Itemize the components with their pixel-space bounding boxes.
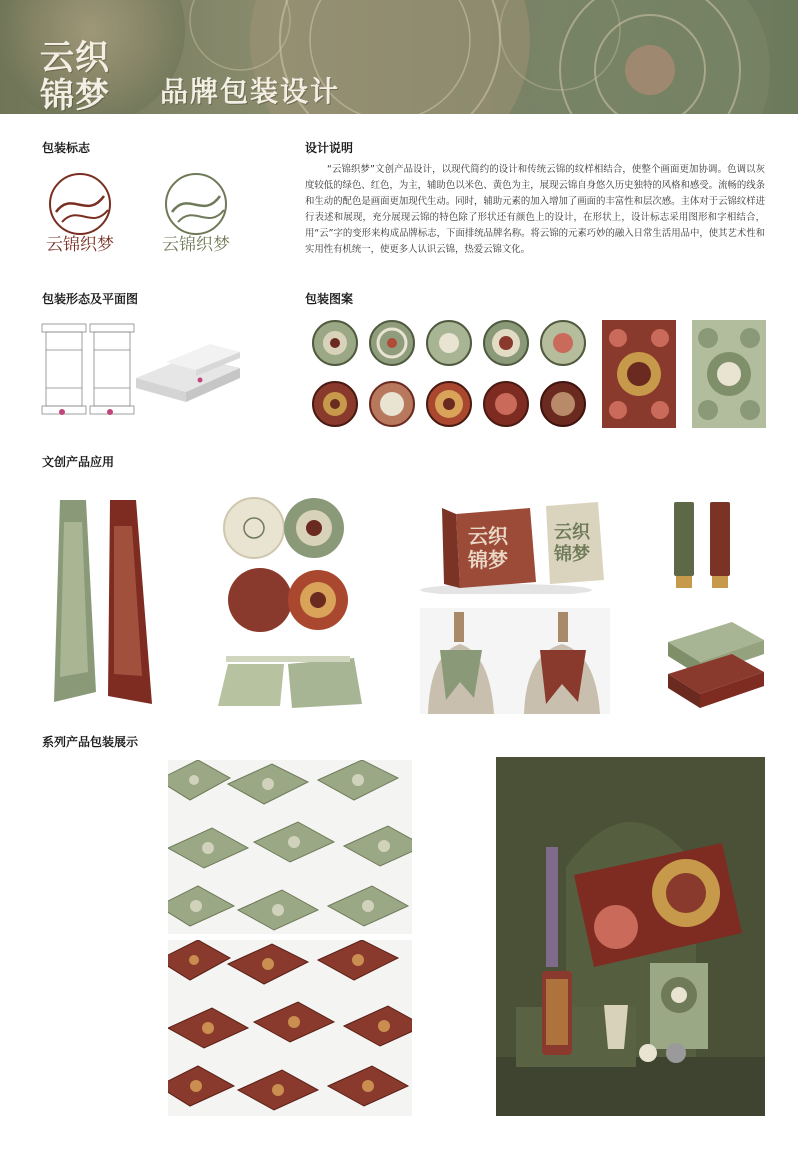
header-banner [0,0,798,114]
section-title-form: 包装形态及平面图 [42,292,139,306]
cosmetic-tubes [664,496,748,592]
banner-logo-line1: 云织 [40,38,110,78]
pattern-swatches [312,316,772,432]
logo-mark-red [42,170,152,260]
medallion-row-green [313,321,585,365]
design-description: “云锦织梦”文创产品设计，以现代简约的设计和传统云锦的纹样相结合，使整个画面更加协调。色调以灰度较低的绿色、红色，为主，辅助色以米色、黄色为主，展现云锦自身悠久历史独特的风格和感受。流畅的线条和生动的配色是画面更加现代生动。同时，辅助元素的加入增加了画面的丰富性和层次感。主体对于云锦纹样进行表述和展现，充分展现云锦的特色除了形状还有颜色上的设计，在形状上，设计标志采用图形和字相结合，用“云”字的变形来构成品牌标志，下面排统品牌名称。将云锦的元素巧妙的融入日常生活用品中，使其艺术性和实用性有机统一，使更多人认识云锦，热爱云锦文化。 [305,164,765,255]
bag-beige-text-line2: 锦梦 [554,544,590,565]
dieline-marker-1 [59,409,65,415]
banner-pattern [0,0,798,114]
logo-mark-red-text: 云锦织梦 [46,235,114,255]
series-scene [496,757,765,1116]
banner-subtitle: 品牌包装设计 [160,75,341,108]
logo-mark-green-text: 云锦织梦 [162,235,230,255]
section-title-series: 系列产品包装展示 [42,735,139,749]
dieline-left [42,324,86,414]
scarf-mannequins [420,608,610,714]
section-title-products: 文创产品应用 [42,455,115,469]
white-box-3d [136,344,240,402]
hanging-scarves [40,492,160,714]
shopping-bags [412,494,604,594]
plates-and-calendar [214,494,364,714]
bag-red-text-line1: 云织 [468,524,508,548]
dieline-marker-2 [107,409,113,415]
gift-box-stack [660,614,770,710]
series-green-boxes [168,760,412,934]
section-title-description: 设计说明 [305,141,354,155]
pattern-panel-green [692,320,766,428]
series-red-boxes [168,940,412,1116]
pattern-panel-red [602,320,676,428]
packaging-form-illustration [40,320,270,420]
banner-logo-line2: 锦梦 [40,76,110,114]
bag-beige-text-line1: 云织 [554,522,590,543]
section-title-pattern: 包装图案 [305,292,354,306]
medallion-row-red [313,382,585,426]
bag-red-text-line2: 锦梦 [468,548,508,572]
dieline-middle [90,324,134,414]
section-title-logo: 包装标志 [42,141,91,155]
logo-mark-green [158,170,268,260]
